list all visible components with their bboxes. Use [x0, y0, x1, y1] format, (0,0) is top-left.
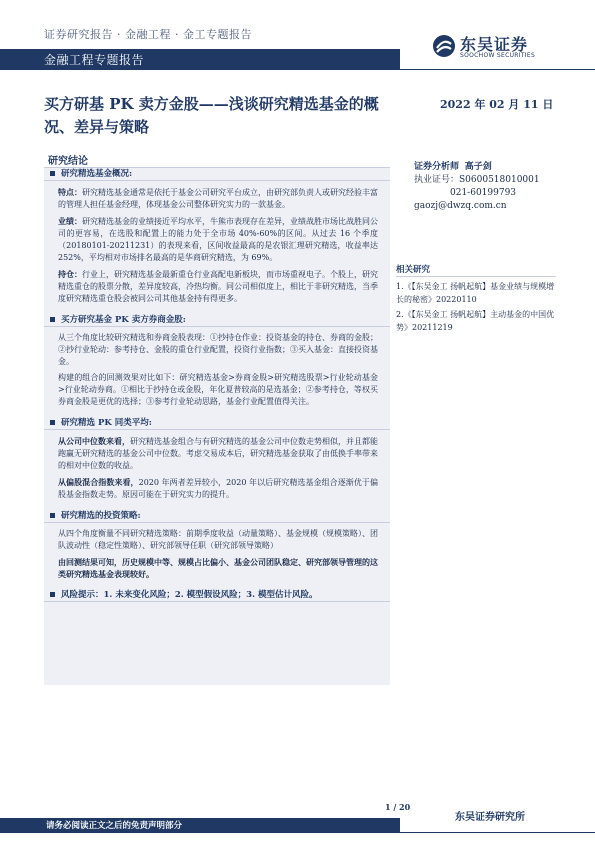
- related-divider: [396, 276, 556, 277]
- section-heading-pk: 买方研究基金 PK 卖方券商金股:: [44, 313, 390, 327]
- analyst-role: 证券分析师: [414, 162, 460, 172]
- breadcrumb: 证券研究报告 · 金融工程 · 金工专题报告: [44, 28, 252, 41]
- report-type-bar: [0, 49, 400, 69]
- disclaimer-text: 请务必阅读正文之后的免责声明部分: [46, 821, 183, 831]
- analyst-email[interactable]: gaozj@dwzq.com.cn: [414, 201, 507, 211]
- section-heading-strategy: 研究精选的投资策略:: [44, 509, 390, 523]
- risk-warning: 风险提示：1. 未来变化风险；2. 模型假设风险；3. 模型估计风险。: [44, 588, 390, 602]
- bullet-icon: [50, 513, 55, 518]
- conclusion-heading: 研究结论: [48, 156, 88, 167]
- page-number: 1 / 20: [385, 802, 411, 812]
- analyst-phone: 021-60199793: [450, 188, 517, 198]
- paragraph-strategy-angles: 从四个角度衡量不同研究精选策略：前期季度收益（动量策略）、基金规模（规模策略）、团队波动性（稳定性策略）、研究部领导任职（研究部领导策略）: [58, 529, 378, 550]
- related-research-heading: 相关研究: [396, 265, 431, 275]
- report-date: 2022 年 02 月 11 日: [440, 98, 554, 111]
- bullet-icon: [50, 171, 55, 176]
- paragraph-strategy-results: 由回测结果可知，历史规模中等、规模占比偏小、基金公司团队稳定、研究部领导管理的这类研究精选基金表现较好。: [58, 557, 378, 579]
- analyst-name: 高子剑: [464, 162, 492, 172]
- company-logo: [432, 32, 562, 64]
- report-type: 金融工程专题报告: [44, 53, 145, 67]
- header-divider: [0, 69, 595, 70]
- footer-organization: 东吴证券研究所: [455, 812, 525, 823]
- summary-content: [44, 167, 390, 602]
- section-heading-overview: 研究精选基金概况:: [44, 167, 390, 181]
- paragraph-pk-methods: 从三个角度比较研究精选和券商金股表现：①抄持仓作业：投资基金的持仓、券商的金股；②抄行业轮动：参考持仓、金股的重仓行业配置，投资行业指数；③买入基金：直接投资基金。: [58, 333, 378, 366]
- analyst-info: [414, 161, 540, 213]
- section-heading-same-platform: 研究精选 PK 同类平均:: [44, 416, 390, 430]
- related-item[interactable]: 1.《【东吴金工 扬帆起航】基金业绩与规模增长的秘密》20220110: [396, 282, 555, 304]
- report-title: 买方研基 PK 卖方金股——浅谈研究精选基金的概况、差异与策略: [44, 95, 379, 136]
- bullet-icon: [50, 317, 55, 322]
- paragraph-performance: 业绩：研究精选基金的业绩接近平均水平，牛熊市表现存在差异，业绩战胜市场比战胜同公司的更容易，在选股和配置上的能力处于全市场 40%-60%的区间。从过去 16 个季度（20180101-20211231）的表现来看，区间收益最高的是农银汇理研究精选，收益率达 252%，平均相对市场排名最高的是华商研究精选，为 69%。: [58, 216, 378, 262]
- paragraph-holdings: 持仓：行业上，研究精选基金最新重仓行业高配电新板块，而市场重视电子。个股上，研究精选重仓的股票分散，差异度较高，冷热均衡。同公司相似度上，相比于非研究精选，当季度研究精选重仓股会被同公司其他基金持有得更多。: [58, 269, 378, 303]
- paragraph-company-median: 从公司中位数来看，研究精选基金组合与有研究精选的基金公司中位数走势相似，并且都能跑赢无研究精选的基金公司中位数。考虑交易成本后，研究精选基金获取了由低换手率带来的相对中位数的收益。: [58, 436, 378, 470]
- logo-text-cn: 东吴证券: [460, 35, 529, 54]
- bullet-icon: [50, 420, 55, 425]
- logo-mark-icon: [432, 34, 456, 58]
- paragraph-features: 特点：研究精选基金通常是依托于基金公司研究平台成立，由研究部负责人或研究经验丰富的管理人担任基金经理，体现基金公司整体研究实力的一款基金。: [58, 187, 378, 209]
- footer-divider: [0, 832, 595, 833]
- paragraph-pk-results: 构建的组合的回测效果对比如下：研究精选基金>券商金股>研究精选股票>行业轮动基金>行业轮动券商。①相比于抄持仓或金股，年化夏普较高的是选基金；②参考持仓，等权买券商金股是更优的选择；③参考行业轮动思路，基金行业配置值得关注。: [58, 373, 378, 406]
- related-item[interactable]: 2.《【东吴金工 扬帆起航】主动基金的中国优势》20211219: [396, 310, 555, 332]
- logo-text-en: SOOCHOW SECURITIES: [460, 52, 536, 59]
- related-research-list: [396, 281, 558, 337]
- analyst-license: 执业证号：S0600518010001: [414, 175, 540, 185]
- disclaimer-bar: [0, 818, 400, 832]
- paragraph-index: 从偏股混合指数来看，2020 年两者差异较小，2020 年以后研究精选基金组合逐渐优于偏股基金指数走势。原因可能在于研究实力的提升。: [58, 477, 378, 499]
- bullet-icon: [50, 592, 55, 597]
